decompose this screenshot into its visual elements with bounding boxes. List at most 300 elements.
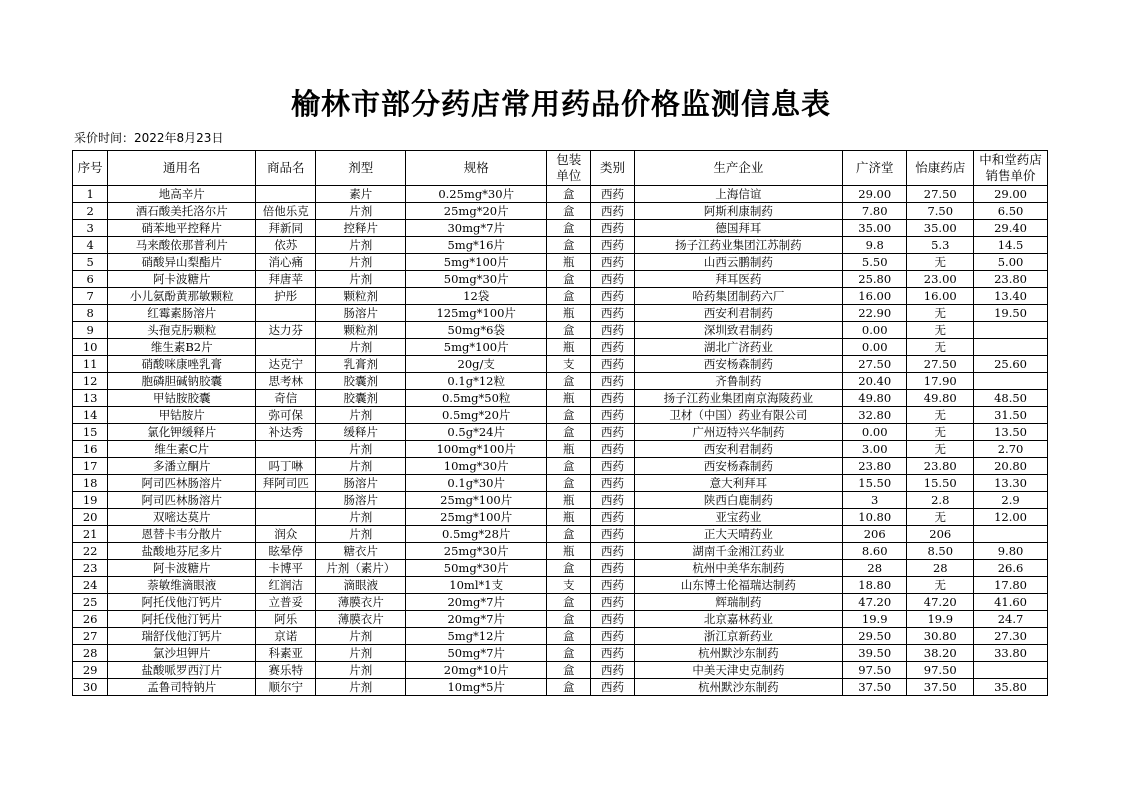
- cell-generic-name: 萘敏维滴眼液: [108, 577, 256, 594]
- table-row: [73, 679, 1048, 696]
- cell-package-unit: 盒: [547, 407, 591, 424]
- cell-manufacturer: 陕西白鹿制药: [634, 492, 842, 509]
- table-row: [73, 611, 1048, 628]
- cell-yikang-price: 2.8: [907, 492, 974, 509]
- cell-index: 2: [73, 203, 108, 220]
- cell-index: 11: [73, 356, 108, 373]
- cell-zhonghetang-price: 41.60: [974, 594, 1048, 611]
- cell-guangjitang-price: 29.50: [842, 628, 907, 645]
- cell-generic-name: 甲钴胺胶囊: [108, 390, 256, 407]
- cell-yikang-price: 无: [907, 322, 974, 339]
- cell-zhonghetang-price: 19.50: [974, 305, 1048, 322]
- cell-dosage-form: 肠溶片: [316, 475, 405, 492]
- table-row: [73, 390, 1048, 407]
- cell-zhonghetang-price: 12.00: [974, 509, 1048, 526]
- cell-index: 5: [73, 254, 108, 271]
- cell-guangjitang-price: 20.40: [842, 373, 907, 390]
- cell-yikang-price: 17.90: [907, 373, 974, 390]
- cell-index: 26: [73, 611, 108, 628]
- cell-specification: 12袋: [405, 288, 547, 305]
- cell-guangjitang-price: 97.50: [842, 662, 907, 679]
- table-row: [73, 271, 1048, 288]
- cell-guangjitang-price: 18.80: [842, 577, 907, 594]
- column-header-dosage-form: 剂型: [316, 151, 405, 186]
- column-header-manufacturer: 生产企业: [634, 151, 842, 186]
- cell-zhonghetang-price: 2.9: [974, 492, 1048, 509]
- cell-specification: 25mg*20片: [405, 203, 547, 220]
- cell-category: 西药: [591, 339, 635, 356]
- cell-guangjitang-price: 0.00: [842, 339, 907, 356]
- cell-guangjitang-price: 37.50: [842, 679, 907, 696]
- table-row: [73, 458, 1048, 475]
- cell-zhonghetang-price: 17.80: [974, 577, 1048, 594]
- cell-guangjitang-price: 206: [842, 526, 907, 543]
- cell-dosage-form: 片剂: [316, 407, 405, 424]
- cell-manufacturer: 浙江京新药业: [634, 628, 842, 645]
- cell-specification: 25mg*100片: [405, 492, 547, 509]
- cell-index: 4: [73, 237, 108, 254]
- cell-zhonghetang-price: 35.80: [974, 679, 1048, 696]
- cell-dosage-form: 颗粒剂: [316, 322, 405, 339]
- cell-index: 3: [73, 220, 108, 237]
- cell-trade-name: 红润洁: [256, 577, 316, 594]
- cell-manufacturer: 上海信谊: [634, 186, 842, 203]
- column-header-index: 序号: [73, 151, 108, 186]
- cell-guangjitang-price: 3: [842, 492, 907, 509]
- cell-specification: 20mg*7片: [405, 594, 547, 611]
- cell-yikang-price: 5.3: [907, 237, 974, 254]
- cell-guangjitang-price: 10.80: [842, 509, 907, 526]
- cell-zhonghetang-price: [974, 526, 1048, 543]
- cell-specification: 20g/支: [405, 356, 547, 373]
- cell-zhonghetang-price: 31.50: [974, 407, 1048, 424]
- cell-package-unit: 盒: [547, 560, 591, 577]
- cell-dosage-form: 片剂: [316, 679, 405, 696]
- column-header-yikang-price: 怡康药店: [907, 151, 974, 186]
- cell-yikang-price: 27.50: [907, 356, 974, 373]
- cell-yikang-price: 7.50: [907, 203, 974, 220]
- cell-yikang-price: 35.00: [907, 220, 974, 237]
- cell-zhonghetang-price: 2.70: [974, 441, 1048, 458]
- cell-dosage-form: 片剂: [316, 237, 405, 254]
- cell-index: 13: [73, 390, 108, 407]
- cell-specification: 125mg*100片: [405, 305, 547, 322]
- cell-manufacturer: 杭州中美华东制药: [634, 560, 842, 577]
- cell-yikang-price: 8.50: [907, 543, 974, 560]
- cell-package-unit: 盒: [547, 288, 591, 305]
- cell-guangjitang-price: 0.00: [842, 322, 907, 339]
- cell-trade-name: [256, 509, 316, 526]
- cell-zhonghetang-price: 29.40: [974, 220, 1048, 237]
- cell-generic-name: 阿卡波糖片: [108, 560, 256, 577]
- cell-package-unit: 瓶: [547, 543, 591, 560]
- cell-trade-name: 润众: [256, 526, 316, 543]
- table-body: [73, 186, 1048, 696]
- cell-generic-name: 多潘立酮片: [108, 458, 256, 475]
- cell-specification: 100mg*100片: [405, 441, 547, 458]
- cell-manufacturer: 正大天晴药业: [634, 526, 842, 543]
- cell-package-unit: 盒: [547, 271, 591, 288]
- cell-category: 西药: [591, 441, 635, 458]
- cell-index: 18: [73, 475, 108, 492]
- cell-index: 19: [73, 492, 108, 509]
- table-row: [73, 475, 1048, 492]
- cell-dosage-form: 片剂: [316, 662, 405, 679]
- cell-trade-name: 赛乐特: [256, 662, 316, 679]
- cell-yikang-price: 无: [907, 254, 974, 271]
- cell-dosage-form: 滴眼液: [316, 577, 405, 594]
- cell-package-unit: 支: [547, 577, 591, 594]
- cell-yikang-price: 无: [907, 577, 974, 594]
- cell-package-unit: 盒: [547, 186, 591, 203]
- cell-package-unit: 瓶: [547, 305, 591, 322]
- cell-guangjitang-price: 23.80: [842, 458, 907, 475]
- cell-manufacturer: 意大利拜耳: [634, 475, 842, 492]
- cell-index: 30: [73, 679, 108, 696]
- cell-generic-name: 阿司匹林肠溶片: [108, 492, 256, 509]
- cell-yikang-price: 27.50: [907, 186, 974, 203]
- cell-yikang-price: 无: [907, 407, 974, 424]
- column-header-specification: 规格: [405, 151, 547, 186]
- price-table: [72, 150, 1048, 696]
- table-row: [73, 594, 1048, 611]
- cell-manufacturer: 湖南千金湘江药业: [634, 543, 842, 560]
- cell-yikang-price: 206: [907, 526, 974, 543]
- cell-specification: 10mg*30片: [405, 458, 547, 475]
- cell-yikang-price: 无: [907, 441, 974, 458]
- cell-package-unit: 瓶: [547, 339, 591, 356]
- cell-yikang-price: 28: [907, 560, 974, 577]
- cell-yikang-price: 无: [907, 305, 974, 322]
- cell-index: 23: [73, 560, 108, 577]
- cell-index: 7: [73, 288, 108, 305]
- cell-package-unit: 盒: [547, 424, 591, 441]
- cell-specification: 5mg*100片: [405, 254, 547, 271]
- cell-yikang-price: 无: [907, 509, 974, 526]
- cell-zhonghetang-price: 27.30: [974, 628, 1048, 645]
- cell-generic-name: 孟鲁司特钠片: [108, 679, 256, 696]
- cell-category: 西药: [591, 679, 635, 696]
- cell-zhonghetang-price: [974, 662, 1048, 679]
- cell-category: 西药: [591, 509, 635, 526]
- cell-yikang-price: 38.20: [907, 645, 974, 662]
- cell-category: 西药: [591, 577, 635, 594]
- cell-package-unit: 盒: [547, 220, 591, 237]
- cell-yikang-price: 37.50: [907, 679, 974, 696]
- cell-generic-name: 硝酸异山梨酯片: [108, 254, 256, 271]
- cell-zhonghetang-price: 48.50: [974, 390, 1048, 407]
- table-row: [73, 288, 1048, 305]
- table-header-row: [73, 151, 1048, 186]
- cell-specification: 0.25mg*30片: [405, 186, 547, 203]
- survey-date: 采价时间：2022年8月23日: [74, 131, 224, 145]
- cell-package-unit: 瓶: [547, 492, 591, 509]
- cell-category: 西药: [591, 186, 635, 203]
- table-row: [73, 356, 1048, 373]
- cell-generic-name: 甲钴胺片: [108, 407, 256, 424]
- column-header-package-unit: 包装 单位: [547, 151, 591, 186]
- table-row: [73, 237, 1048, 254]
- table-row: [73, 492, 1048, 509]
- cell-package-unit: 盒: [547, 237, 591, 254]
- cell-zhonghetang-price: 29.00: [974, 186, 1048, 203]
- cell-generic-name: 硝酸咪康唑乳膏: [108, 356, 256, 373]
- cell-specification: 0.5mg*20片: [405, 407, 547, 424]
- cell-category: 西药: [591, 662, 635, 679]
- cell-manufacturer: 杭州默沙东制药: [634, 645, 842, 662]
- cell-trade-name: 阿乐: [256, 611, 316, 628]
- cell-specification: 5mg*16片: [405, 237, 547, 254]
- cell-guangjitang-price: 7.80: [842, 203, 907, 220]
- cell-dosage-form: 片剂: [316, 509, 405, 526]
- table-row: [73, 509, 1048, 526]
- table-row: [73, 560, 1048, 577]
- cell-index: 15: [73, 424, 108, 441]
- cell-guangjitang-price: 9.8: [842, 237, 907, 254]
- cell-manufacturer: 扬子江药业集团江苏制药: [634, 237, 842, 254]
- cell-specification: 50mg*30片: [405, 271, 547, 288]
- cell-guangjitang-price: 35.00: [842, 220, 907, 237]
- table-row: [73, 322, 1048, 339]
- cell-dosage-form: 薄膜衣片: [316, 594, 405, 611]
- cell-guangjitang-price: 16.00: [842, 288, 907, 305]
- cell-specification: 50mg*7片: [405, 645, 547, 662]
- cell-specification: 25mg*100片: [405, 509, 547, 526]
- cell-trade-name: 奇信: [256, 390, 316, 407]
- cell-trade-name: [256, 492, 316, 509]
- cell-category: 西药: [591, 424, 635, 441]
- cell-package-unit: 盒: [547, 645, 591, 662]
- cell-specification: 20mg*7片: [405, 611, 547, 628]
- cell-zhonghetang-price: 13.30: [974, 475, 1048, 492]
- cell-trade-name: [256, 339, 316, 356]
- cell-package-unit: 盒: [547, 322, 591, 339]
- cell-specification: 0.1g*30片: [405, 475, 547, 492]
- cell-manufacturer: 扬子江药业集团南京海陵药业: [634, 390, 842, 407]
- cell-category: 西药: [591, 611, 635, 628]
- cell-dosage-form: 胶囊剂: [316, 373, 405, 390]
- cell-specification: 10mg*5片: [405, 679, 547, 696]
- cell-dosage-form: 肠溶片: [316, 305, 405, 322]
- cell-dosage-form: 胶囊剂: [316, 390, 405, 407]
- cell-manufacturer: 西安利君制药: [634, 441, 842, 458]
- cell-generic-name: 地高辛片: [108, 186, 256, 203]
- cell-trade-name: 拜新同: [256, 220, 316, 237]
- column-header-trade-name: 商品名: [256, 151, 316, 186]
- table-row: [73, 543, 1048, 560]
- cell-trade-name: 思考林: [256, 373, 316, 390]
- cell-package-unit: 盒: [547, 475, 591, 492]
- cell-generic-name: 瑞舒伐他汀钙片: [108, 628, 256, 645]
- cell-manufacturer: 山西云鹏制药: [634, 254, 842, 271]
- cell-category: 西药: [591, 305, 635, 322]
- cell-zhonghetang-price: [974, 339, 1048, 356]
- cell-package-unit: 盒: [547, 611, 591, 628]
- cell-trade-name: 补达秀: [256, 424, 316, 441]
- cell-generic-name: 阿托伐他汀钙片: [108, 611, 256, 628]
- cell-specification: 20mg*10片: [405, 662, 547, 679]
- cell-package-unit: 瓶: [547, 390, 591, 407]
- cell-specification: 30mg*7片: [405, 220, 547, 237]
- cell-zhonghetang-price: 26.6: [974, 560, 1048, 577]
- cell-category: 西药: [591, 271, 635, 288]
- column-header-generic-name: 通用名: [108, 151, 256, 186]
- cell-dosage-form: 片剂: [316, 628, 405, 645]
- table-row: [73, 339, 1048, 356]
- cell-guangjitang-price: 29.00: [842, 186, 907, 203]
- cell-dosage-form: 片剂: [316, 339, 405, 356]
- cell-zhonghetang-price: [974, 322, 1048, 339]
- cell-guangjitang-price: 19.9: [842, 611, 907, 628]
- cell-yikang-price: 47.20: [907, 594, 974, 611]
- cell-specification: 5mg*12片: [405, 628, 547, 645]
- cell-package-unit: 瓶: [547, 441, 591, 458]
- cell-manufacturer: 卫材（中国）药业有限公司: [634, 407, 842, 424]
- cell-trade-name: 科素亚: [256, 645, 316, 662]
- cell-generic-name: 马来酸依那普利片: [108, 237, 256, 254]
- table-row: [73, 441, 1048, 458]
- cell-dosage-form: 薄膜衣片: [316, 611, 405, 628]
- cell-index: 24: [73, 577, 108, 594]
- cell-manufacturer: 西安杨森制药: [634, 356, 842, 373]
- cell-specification: 10ml*1支: [405, 577, 547, 594]
- table-row: [73, 220, 1048, 237]
- cell-trade-name: 眩晕停: [256, 543, 316, 560]
- cell-manufacturer: 辉瑞制药: [634, 594, 842, 611]
- cell-trade-name: 立普妥: [256, 594, 316, 611]
- cell-trade-name: 吗丁啉: [256, 458, 316, 475]
- cell-package-unit: 瓶: [547, 509, 591, 526]
- cell-specification: 0.1g*12粒: [405, 373, 547, 390]
- cell-yikang-price: 无: [907, 424, 974, 441]
- cell-trade-name: [256, 441, 316, 458]
- cell-zhonghetang-price: 6.50: [974, 203, 1048, 220]
- cell-generic-name: 红霉素肠溶片: [108, 305, 256, 322]
- cell-generic-name: 阿托伐他汀钙片: [108, 594, 256, 611]
- cell-guangjitang-price: 49.80: [842, 390, 907, 407]
- table-row: [73, 662, 1048, 679]
- table-row: [73, 254, 1048, 271]
- page-title: 榆林市部分药店常用药品价格监测信息表: [290, 87, 831, 121]
- cell-dosage-form: 肠溶片: [316, 492, 405, 509]
- cell-category: 西药: [591, 288, 635, 305]
- cell-category: 西药: [591, 390, 635, 407]
- cell-package-unit: 支: [547, 356, 591, 373]
- cell-category: 西药: [591, 526, 635, 543]
- cell-category: 西药: [591, 492, 635, 509]
- cell-guangjitang-price: 27.50: [842, 356, 907, 373]
- cell-generic-name: 氯沙坦钾片: [108, 645, 256, 662]
- cell-trade-name: [256, 305, 316, 322]
- cell-guangjitang-price: 22.90: [842, 305, 907, 322]
- table-row: [73, 628, 1048, 645]
- cell-yikang-price: 无: [907, 339, 974, 356]
- cell-trade-name: 消心痛: [256, 254, 316, 271]
- cell-package-unit: 盒: [547, 594, 591, 611]
- cell-index: 9: [73, 322, 108, 339]
- cell-index: 25: [73, 594, 108, 611]
- cell-trade-name: 达克宁: [256, 356, 316, 373]
- cell-dosage-form: 乳膏剂: [316, 356, 405, 373]
- cell-generic-name: 头孢克肟颗粒: [108, 322, 256, 339]
- cell-yikang-price: 16.00: [907, 288, 974, 305]
- cell-guangjitang-price: 5.50: [842, 254, 907, 271]
- cell-manufacturer: 哈药集团制药六厂: [634, 288, 842, 305]
- cell-generic-name: 氯化钾缓释片: [108, 424, 256, 441]
- table-row: [73, 577, 1048, 594]
- cell-manufacturer: 阿斯利康制药: [634, 203, 842, 220]
- cell-trade-name: 倍他乐克: [256, 203, 316, 220]
- cell-yikang-price: 49.80: [907, 390, 974, 407]
- cell-dosage-form: 控释片: [316, 220, 405, 237]
- cell-guangjitang-price: 25.80: [842, 271, 907, 288]
- cell-guangjitang-price: 28: [842, 560, 907, 577]
- cell-package-unit: 盒: [547, 526, 591, 543]
- cell-category: 西药: [591, 203, 635, 220]
- cell-category: 西药: [591, 220, 635, 237]
- cell-index: 27: [73, 628, 108, 645]
- cell-specification: 5mg*100片: [405, 339, 547, 356]
- cell-dosage-form: 颗粒剂: [316, 288, 405, 305]
- cell-trade-name: 拜唐苹: [256, 271, 316, 288]
- cell-category: 西药: [591, 407, 635, 424]
- cell-dosage-form: 片剂: [316, 254, 405, 271]
- cell-category: 西药: [591, 628, 635, 645]
- cell-dosage-form: 片剂: [316, 458, 405, 475]
- cell-generic-name: 维生素B2片: [108, 339, 256, 356]
- cell-specification: 0.5g*24片: [405, 424, 547, 441]
- cell-dosage-form: 片剂: [316, 271, 405, 288]
- cell-manufacturer: 齐鲁制药: [634, 373, 842, 390]
- cell-guangjitang-price: 47.20: [842, 594, 907, 611]
- cell-index: 22: [73, 543, 108, 560]
- table-row: [73, 203, 1048, 220]
- cell-zhonghetang-price: 20.80: [974, 458, 1048, 475]
- cell-dosage-form: 缓释片: [316, 424, 405, 441]
- column-header-zhonghetang-price: 中和堂药店 销售单价: [974, 151, 1048, 186]
- table-row: [73, 526, 1048, 543]
- cell-index: 8: [73, 305, 108, 322]
- table-row: [73, 305, 1048, 322]
- cell-zhonghetang-price: [974, 373, 1048, 390]
- cell-guangjitang-price: 0.00: [842, 424, 907, 441]
- cell-trade-name: 达力芬: [256, 322, 316, 339]
- cell-manufacturer: 湖北广济药业: [634, 339, 842, 356]
- cell-yikang-price: 15.50: [907, 475, 974, 492]
- cell-manufacturer: 广州迈特兴华制药: [634, 424, 842, 441]
- cell-index: 29: [73, 662, 108, 679]
- cell-manufacturer: 拜耳医药: [634, 271, 842, 288]
- cell-index: 28: [73, 645, 108, 662]
- cell-specification: 25mg*30片: [405, 543, 547, 560]
- cell-trade-name: [256, 186, 316, 203]
- cell-category: 西药: [591, 356, 635, 373]
- cell-generic-name: 胞磷胆碱钠胶囊: [108, 373, 256, 390]
- cell-trade-name: 护彤: [256, 288, 316, 305]
- cell-guangjitang-price: 3.00: [842, 441, 907, 458]
- cell-dosage-form: 片剂（素片）: [316, 560, 405, 577]
- cell-yikang-price: 30.80: [907, 628, 974, 645]
- cell-package-unit: 盒: [547, 628, 591, 645]
- cell-zhonghetang-price: 23.80: [974, 271, 1048, 288]
- cell-generic-name: 双嘧达莫片: [108, 509, 256, 526]
- cell-package-unit: 瓶: [547, 254, 591, 271]
- cell-guangjitang-price: 15.50: [842, 475, 907, 492]
- cell-generic-name: 维生素C片: [108, 441, 256, 458]
- cell-dosage-form: 糖衣片: [316, 543, 405, 560]
- column-header-guangjitang-price: 广济堂: [842, 151, 907, 186]
- cell-generic-name: 阿司匹林肠溶片: [108, 475, 256, 492]
